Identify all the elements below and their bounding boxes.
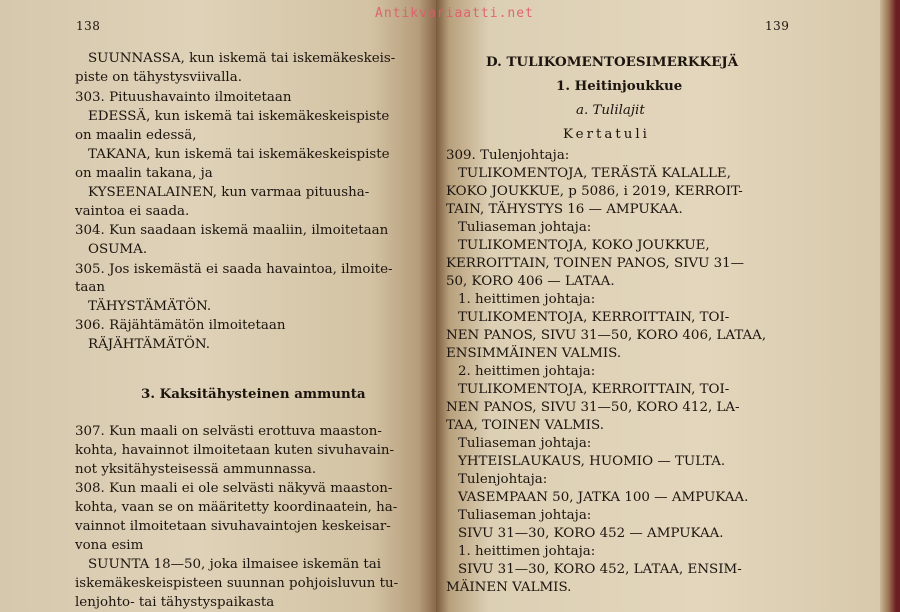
text-line: Tulenjohtaja: <box>458 472 548 487</box>
text-line: TULIKOMENTOJA, TERÄSTÄ KALALLE, <box>458 166 731 181</box>
text-line: 305. Jos iskemästä ei saada havaintoa, ilmoite- <box>75 262 393 277</box>
text-line: 307. Kun maali on selvästi erottuva maaston- <box>75 424 382 439</box>
text-line: KYSEENALAINEN, kun varmaa pituusha- <box>88 185 370 200</box>
text-line: ENSIMMÄINEN VALMIS. <box>446 346 622 361</box>
text-line: SUUNNASSA, kun iskemä tai iskemäkeskeis- <box>88 51 396 66</box>
text-line: TULIKOMENTOJA, KERROITTAIN, TOI- <box>458 310 730 325</box>
text-line: EDESSÄ, kun iskemä tai iskemäkeskeispiste <box>88 109 390 124</box>
text-line: KERROITTAIN, TOINEN PANOS, SIVU 31— <box>446 256 745 271</box>
text-line: 1. heittimen johtaja: <box>458 292 596 307</box>
text-line: vona esim <box>75 538 144 553</box>
text-line: vaintoa ei saada. <box>75 204 190 219</box>
text-line: SIVU 31—30, KORO 452 — AMPUKAA. <box>458 526 724 541</box>
left-page <box>0 0 436 612</box>
text-line: 308. Kun maali ei ole selvästi näkyvä maaston- <box>75 481 393 496</box>
page-number-right: 139 <box>765 19 790 33</box>
page-number-left: 138 <box>76 19 101 33</box>
text-line: lenjohto- tai tähystyspaikasta <box>75 595 275 610</box>
text-line: MÄINEN VALMIS. <box>446 580 572 595</box>
text-line: 306. Räjähtämätön ilmoitetaan <box>75 318 286 333</box>
section-heading: 3. Kaksitähysteinen ammunta <box>141 386 366 402</box>
text-line: VASEMPAAN 50, JATKA 100 — AMPUKAA. <box>458 490 749 505</box>
text-line: NEN PANOS, SIVU 31—50, KORO 406, LATAA, <box>446 328 767 343</box>
text-line: KOKO JOUKKUE, p 5086, i 2019, KERROIT- <box>446 184 743 199</box>
text-line: TÄHYSTÄMÄTÖN. <box>88 299 212 314</box>
watermark: Antikvariaatti.net <box>375 6 534 21</box>
text-line: piste on tähystysviivalla. <box>75 70 242 85</box>
text-line: not yksitähysteisessä ammunnassa. <box>75 462 317 477</box>
text-line: vainnot ilmoitetaan sivuhavaintojen keskeisar- <box>75 519 391 534</box>
text-line: 304. Kun saadaan iskemä maaliin, ilmoitetaan <box>75 223 389 238</box>
text-line: Tuliaseman johtaja: <box>458 220 592 235</box>
text-line: TAKANA, kun iskemä tai iskemäkeskeispiste <box>88 147 390 162</box>
text-line: RÄJÄHTÄMÄTÖN. <box>88 337 211 352</box>
text-line: kohta, vaan se on määritetty koordinaatein, ha- <box>75 500 398 515</box>
text-line: OSUMA. <box>88 242 148 257</box>
subsection-title: Kertatuli <box>563 127 650 142</box>
text-line: NEN PANOS, SIVU 31—50, KORO 412, LA- <box>446 400 740 415</box>
text-line: 309. Tulenjohtaja: <box>446 148 570 163</box>
section-heading: 1. Heitinjoukkue <box>556 78 683 94</box>
text-line: TULIKOMENTOJA, KERROITTAIN, TOI- <box>458 382 730 397</box>
text-line: SUUNTA 18—50, joka ilmaisee iskemän tai <box>88 557 382 572</box>
text-line: taan <box>75 280 105 295</box>
right-page <box>436 0 880 612</box>
text-line: Tuliaseman johtaja: <box>458 436 592 451</box>
text-line: TAA, TOINEN VALMIS. <box>446 418 604 433</box>
text-line: 50, KORO 406 — LATAA. <box>446 274 615 289</box>
page-edge <box>880 0 900 612</box>
text-line: 1. heittimen johtaja: <box>458 544 596 559</box>
subsection-heading: a. Tulilajit <box>576 103 645 118</box>
text-line: 303. Pituushavainto ilmoitetaan <box>75 90 292 105</box>
text-line: TULIKOMENTOJA, KOKO JOUKKUE, <box>458 238 710 253</box>
text-line: on maalin takana, ja <box>75 166 213 181</box>
text-line: Tuliaseman johtaja: <box>458 508 592 523</box>
text-line: YHTEISLAUKAUS, HUOMIO — TULTA. <box>458 454 726 469</box>
text-line: 2. heittimen johtaja: <box>458 364 596 379</box>
text-line: iskemäkeskeispisteen suunnan pohjoisluvun tu- <box>75 576 399 591</box>
text-line: SIVU 31—30, KORO 452, LATAA, ENSIM- <box>458 562 742 577</box>
text-line: on maalin edessä, <box>75 128 197 143</box>
chapter-heading: D. TULIKOMENTOESIMERKKEJÄ <box>486 54 739 70</box>
text-line: kohta, havainnot ilmoitetaan kuten sivuhavain- <box>75 443 395 458</box>
text-line: TAIN, TÄHYSTYS 16 — AMPUKAA. <box>446 202 683 217</box>
